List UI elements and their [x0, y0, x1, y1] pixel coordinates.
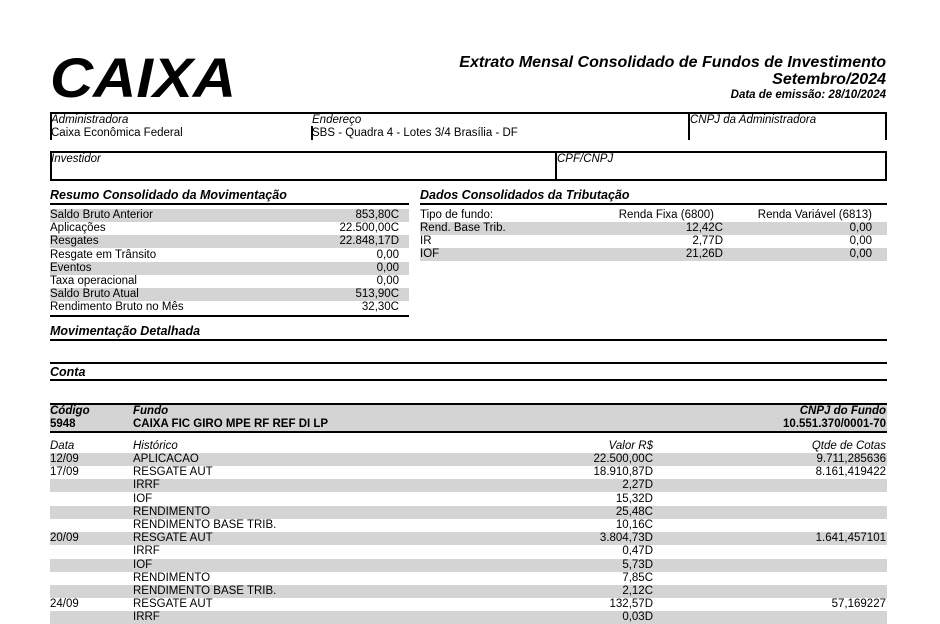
- fund-name: CAIXA FIC GIRO MPE RF REF DI LP: [133, 418, 329, 430]
- detail-row-date: 20/09: [50, 532, 79, 545]
- tax-header-label: Tipo de fundo:: [420, 209, 494, 221]
- col-history: Histórico: [133, 440, 178, 452]
- tax-row-label: IR: [420, 235, 432, 248]
- address-label: Endereço: [312, 114, 362, 126]
- summary-row-value: 22.848,17D: [339, 235, 399, 248]
- detail-row-quota: 9.711,285636: [816, 453, 886, 465]
- detail-column-headers: [50, 440, 887, 453]
- detail-row-history: RENDIMENTO: [133, 571, 211, 584]
- tax-row-fixed: 21,26D: [685, 248, 723, 261]
- tax-header-variable: Renda Variável (6813): [757, 209, 872, 221]
- caixa-logo: [50, 52, 238, 102]
- detail-row: [50, 532, 887, 545]
- detail-title: Movimentação Detalhada: [50, 324, 201, 338]
- detail-row-value: 7,85C: [622, 571, 653, 584]
- cpf-label: CPF/CNPJ: [557, 153, 614, 165]
- detail-row: [50, 506, 887, 519]
- detail-row: [50, 519, 887, 532]
- tax-title-underline: [420, 203, 887, 205]
- detail-row: [50, 493, 887, 506]
- summary-row-label: Resgates: [50, 235, 99, 248]
- tax-title: Dados Consolidados da Tributação: [420, 188, 630, 202]
- tax-row-variable: 0,00: [849, 222, 872, 234]
- detail-row: [50, 572, 887, 585]
- detail-row-quota: 1.641,457101: [815, 532, 886, 545]
- emission-date: Data de emissão: 28/10/2024: [730, 89, 886, 101]
- detail-row-history: IOF: [133, 558, 153, 571]
- summary-row-label: Rendimento Bruto no Mês: [50, 301, 184, 314]
- summary-row-label: Saldo Bruto Atual: [50, 288, 139, 301]
- detail-row-value: 132,57D: [609, 598, 653, 611]
- detail-row-history: IRRF: [133, 611, 160, 624]
- fund-bottom-line: [50, 431, 887, 433]
- detail-row-value: 15,32D: [615, 492, 653, 505]
- detail-row: [50, 453, 887, 466]
- detail-row: [50, 585, 887, 598]
- fund-header: [50, 405, 887, 431]
- detail-row-value: 3.804,73D: [599, 532, 653, 545]
- detail-row-history: IOF: [133, 492, 153, 505]
- detail-row-quota: 8.161,419422: [815, 466, 886, 479]
- summary-row: [50, 262, 409, 275]
- summary-row-label: Taxa operacional: [50, 275, 137, 287]
- summary-row: [50, 275, 409, 288]
- detail-row: [50, 545, 887, 558]
- detail-row-value: 22.500,00C: [593, 453, 653, 465]
- detail-row-history: RENDIMENTO BASE TRIB.: [133, 519, 277, 531]
- tax-row-label: Rend. Base Trib.: [420, 222, 506, 234]
- summary-title-underline: [50, 203, 409, 205]
- detail-row-value: 0,03D: [622, 611, 653, 624]
- summary-row-value: 0,00: [376, 261, 399, 274]
- tax-row-fixed: 12,42C: [685, 222, 723, 234]
- detail-row-value: 5,73D: [622, 558, 653, 571]
- tax-row-label: IOF: [420, 248, 440, 261]
- summary-row-value: 513,90C: [355, 288, 399, 301]
- col-value: Valor R$: [608, 440, 653, 452]
- cnpj-admin-label: CNPJ da Administradora: [690, 114, 817, 126]
- col-quota: Qtde de Cotas: [811, 440, 886, 452]
- admin-value: Caixa Econômica Federal: [51, 127, 183, 139]
- admin-label: Administradora: [51, 114, 129, 126]
- summary-row: [50, 288, 409, 301]
- tax-header-fixed: Renda Fixa (6800): [618, 209, 714, 221]
- detail-row-quota: 57,169227: [831, 598, 886, 611]
- document-title: Extrato Mensal Consolidado de Fundos de Investimento: [459, 54, 886, 71]
- detail-row-history: RESGATE AUT: [133, 598, 213, 611]
- fund-code: 5948: [50, 418, 76, 430]
- summary-row-value: 0,00: [376, 248, 399, 261]
- detail-row-history: IRRF: [133, 545, 160, 558]
- detail-row-history: RENDIMENTO BASE TRIB.: [133, 585, 277, 597]
- detail-row-value: 2,12C: [622, 585, 653, 597]
- detail-row: [50, 559, 887, 572]
- summary-bottom-line: [50, 315, 409, 317]
- tax-row: [420, 248, 887, 261]
- document-header: [459, 54, 886, 88]
- tax-row-variable: 0,00: [849, 235, 872, 248]
- summary-row: [50, 249, 409, 262]
- fund-code-label: Código: [50, 405, 90, 417]
- detail-row: [50, 479, 887, 492]
- summary-row-value: 0,00: [376, 275, 399, 287]
- summary-row-value: 853,80C: [355, 209, 399, 221]
- investor-box-bottom: [50, 179, 887, 181]
- tax-row-variable: 0,00: [849, 248, 872, 261]
- detail-row-value: 25,48C: [615, 505, 653, 518]
- detail-row-history: APLICACAO: [133, 453, 199, 465]
- summary-row-label: Saldo Bruto Anterior: [50, 209, 153, 221]
- fund-name-label: Fundo: [133, 405, 169, 417]
- detail-row-value: 10,16C: [615, 519, 653, 531]
- svg-text:CAIXA: CAIXA: [50, 52, 236, 102]
- tax-row: [420, 222, 887, 235]
- investor-label: Investidor: [51, 153, 101, 165]
- detail-row-date: 12/09: [50, 453, 79, 465]
- detail-row-history: RENDIMENTO: [133, 505, 211, 518]
- detail-title-underline: [50, 339, 887, 341]
- summary-row-value: 32,30C: [361, 301, 399, 314]
- summary-row-label: Resgate em Trânsito: [50, 248, 157, 261]
- detail-row-value: 18.910,87D: [593, 466, 653, 479]
- fund-cnpj-label: CNPJ do Fundo: [799, 405, 886, 417]
- tax-row: [420, 235, 887, 248]
- summary-row-label: Eventos: [50, 261, 92, 274]
- detail-row-date: 24/09: [50, 598, 79, 611]
- summary-row-value: 22.500,00C: [339, 222, 399, 235]
- summary-row: [50, 235, 409, 248]
- detail-row-value: 2,27D: [622, 479, 653, 492]
- detail-row: [50, 466, 887, 479]
- account-top-line: [50, 362, 887, 364]
- detail-row-history: IRRF: [133, 479, 160, 492]
- summary-row: [50, 222, 409, 235]
- detail-row-history: RESGATE AUT: [133, 532, 213, 545]
- account-title: Conta: [50, 365, 86, 379]
- admin-box-right: [885, 112, 887, 140]
- summary-row: [50, 209, 409, 222]
- investor-box-right: [885, 151, 887, 181]
- tax-header-row: [420, 209, 887, 222]
- fund-cnpj: 10.551.370/0001-70: [783, 418, 886, 430]
- detail-row-history: RESGATE AUT: [133, 466, 213, 479]
- summary-row: [50, 301, 409, 314]
- document-period: Setembro/2024: [772, 71, 886, 88]
- address-value: SBS - Quadra 4 - Lotes 3/4 Brasília - DF: [312, 127, 518, 139]
- summary-row-label: Aplicações: [50, 222, 106, 235]
- detail-row: [50, 611, 887, 624]
- account-bottom-line: [50, 379, 887, 381]
- investor-box-top: [50, 151, 887, 153]
- detail-row: [50, 598, 887, 611]
- summary-title: Resumo Consolidado da Movimentação: [50, 188, 287, 202]
- detail-row-value: 0,47D: [622, 545, 653, 558]
- detail-row-date: 17/09: [50, 466, 79, 479]
- tax-row-fixed: 2,77D: [692, 235, 723, 248]
- col-date: Data: [50, 440, 75, 452]
